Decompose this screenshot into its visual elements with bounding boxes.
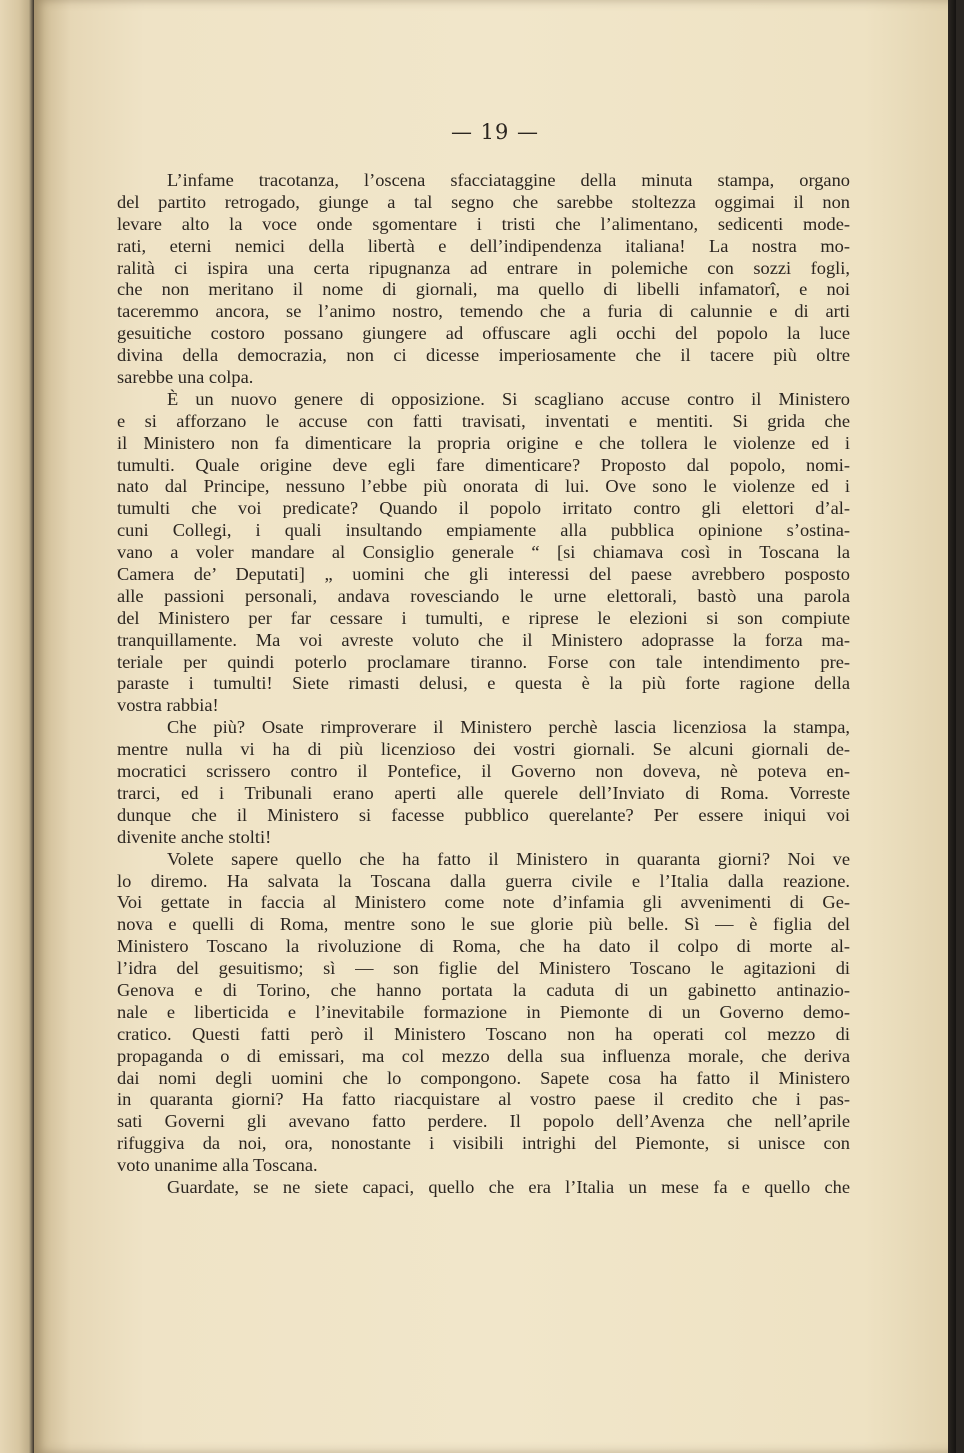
text-line: ralità ci ispira una certa ripugnanza ad entrare in polemiche con sozzi fogli, bbox=[117, 257, 850, 278]
text-line: del partito retrogado, giunge a tal segno che sarebbe stoltezza oggimai il non bbox=[117, 191, 850, 212]
text-line: gesuitiche costoro possano giungere ad offuscare agli occhi del popolo la luce bbox=[117, 323, 850, 344]
text-line: nale e liberticida e l’inevitabile formazione in Piemonte di un Governo demo- bbox=[117, 1001, 850, 1022]
text-line: rifuggiva da noi, ora, nonostante i visibili intrighi del Piemonte, si unisce con bbox=[117, 1133, 850, 1154]
text-line: del Ministero per far cessare i tumulti, e riprese le elezioni si son compiute bbox=[117, 607, 850, 628]
text-line: levare alto la voce onde sgomentare i tristi che l’alimentano, sedicenti mode- bbox=[117, 213, 850, 234]
page-number: — 19 — bbox=[450, 120, 540, 144]
text-line: mocratici scrissero contro il Pontefice, il Governo non doveva, nè poteva en- bbox=[117, 761, 850, 782]
text-line: nova e quelli di Roma, mentre sono le sue glorie più belle. Sì — è figlia del bbox=[117, 914, 850, 935]
text-line: vostra rabbia! bbox=[117, 695, 219, 716]
text-line: L’infame tracotanza, l’oscena sfacciataggine della minuta stampa, organo bbox=[167, 170, 850, 190]
text-line: vano a voler mandare al Consiglio generale “ [si chiamava così in Toscana la bbox=[117, 542, 850, 563]
text-line: divenite anche stolti! bbox=[117, 826, 272, 847]
text-line: nato dal Principe, nessuno l’ebbe più onorata di lui. Ove sono le violenze ed i bbox=[117, 476, 850, 497]
text-line: tumulti. Quale origine deve egli fare dimenticare? Proposto dal popolo, nomi- bbox=[117, 454, 850, 475]
text-line: trarci, ed i Tribunali erano aperti alle querele dell’Inviato di Roma. Vorreste bbox=[117, 782, 850, 803]
text-line: tumulti che voi predicate? Quando il popolo irritato contro gli elettori d’al- bbox=[117, 498, 850, 519]
text-line: il Ministero non fa dimenticare la propria origine e che tollera le violenze ed i bbox=[117, 432, 850, 453]
text-line: e si afforzano le accuse con fatti travisati, inventati e mentiti. Si grida che bbox=[117, 410, 850, 431]
text-line: taceremmo ancora, se l’animo nostro, temendo che a furia di calunnie e di arti bbox=[117, 301, 850, 322]
text-line: che non meritano il nome di giornali, ma quello di libelli infamatorî, e noi bbox=[117, 279, 850, 300]
text-line: sarebbe una colpa. bbox=[117, 367, 254, 388]
book-page bbox=[34, 0, 956, 1453]
text-line: paraste i tumulti! Siete rimasti delusi, e questa è la più forte ragione della bbox=[117, 673, 850, 694]
text-line: cuni Collegi, i quali insultando empiamente alla pubblica opinione s’ostina- bbox=[117, 520, 850, 541]
page-edge-shadow bbox=[948, 0, 956, 1453]
text-line: Genova e di Torino, che hanno portata la caduta di un gabinetto antinazio- bbox=[117, 979, 850, 1000]
text-line: cratico. Questi fatti però il Ministero Toscano non ha operati col mezzo di bbox=[117, 1023, 850, 1044]
text-line: È un nuovo genere di opposizione. Si scagliano accuse contro il Ministero bbox=[167, 388, 850, 409]
text-line: in quaranta giorni? Ha fatto riacquistare al vostro paese il credito che i pas- bbox=[117, 1089, 850, 1110]
text-line: sati Governi gli avevano fatto perdere. Il popolo dell’Avenza che nell’aprile bbox=[117, 1111, 850, 1132]
text-line: Volete sapere quello che ha fatto il Ministero in quaranta giorni? Noi ve bbox=[167, 848, 850, 869]
text-line: Che più? Osate rimproverare il Ministero perchè lascia licenziosa la stampa, bbox=[167, 717, 850, 738]
text-line: l’idra del gesuitismo; sì — son figlie del Ministero Toscano le agitazioni di bbox=[117, 958, 850, 979]
text-line: Voi gettate in faccia al Ministero come note d’infamia gli avvenimenti di Ge- bbox=[117, 892, 850, 913]
text-line: alle passioni personali, andava rovesciando le urne elettorali, bastò una parola bbox=[117, 585, 850, 606]
text-line: propaganda o di emissari, ma col mezzo della sua influenza morale, che deriva bbox=[117, 1045, 850, 1066]
text-line: rati, eterni nemici della libertà e dell’indipendenza italiana! La nostra mo- bbox=[117, 235, 850, 256]
text-line: Ministero Toscano la rivoluzione di Roma, che ha dato il colpo di morte al- bbox=[117, 936, 850, 957]
body-text bbox=[117, 170, 850, 1199]
text-line: mentre nulla vi ha di più licenzioso dei vostri giornali. Se alcuni giornali de- bbox=[117, 739, 850, 760]
text-line: divina della democrazia, non ci dicesse imperiosamente che il tacere più oltre bbox=[117, 345, 850, 366]
text-line: dunque che il Ministero si facesse pubblico querelante? Per essere iniqui voi bbox=[117, 804, 850, 825]
text-line: tranquillamente. Ma voi avreste voluto che il Ministero adoprasse la forza ma- bbox=[117, 629, 850, 650]
text-line: voto unanime alla Toscana. bbox=[117, 1155, 318, 1176]
book-spine bbox=[0, 0, 34, 1453]
text-line: lo diremo. Ha salvata la Toscana dalla guerra civile e l’Italia dalla reazione. bbox=[117, 870, 850, 891]
text-line: Camera de’ Deputati] „ uomini che gli interessi del paese avrebbero posposto bbox=[117, 564, 850, 585]
text-line: teriale per quindi poterlo proclamare tiranno. Forse con tale intendimento pre- bbox=[117, 651, 850, 672]
text-line: Guardate, se ne siete capaci, quello che era l’Italia un mese fa e quello che bbox=[167, 1176, 850, 1197]
text-line: dai nomi degli uomini che lo compongono. Sapete cosa ha fatto il Ministero bbox=[117, 1067, 850, 1088]
